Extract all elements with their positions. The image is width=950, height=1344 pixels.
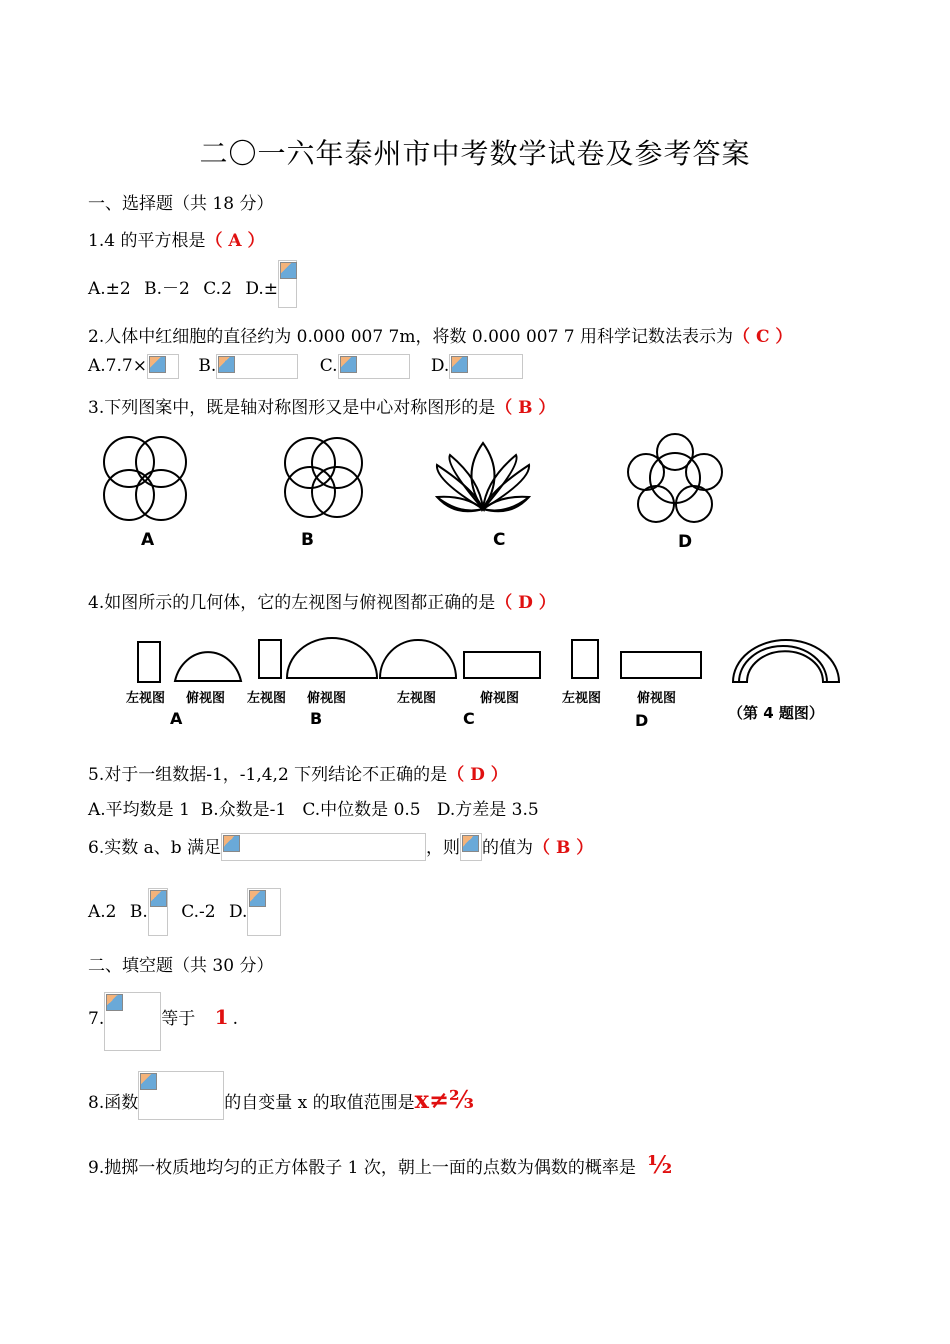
question-4-text: 4.如图所示的几何体，它的左视图与俯视图都正确的是	[88, 593, 496, 613]
pattern-b	[285, 438, 362, 517]
q2-option-d: D.	[430, 356, 450, 376]
question-7-text: 等于	[161, 1009, 196, 1029]
formula-image-placeholder	[148, 888, 168, 936]
question-8	[88, 1071, 474, 1120]
formula-image-placeholder	[247, 888, 281, 936]
q4-label-d: D	[635, 711, 649, 730]
formula-image-placeholder	[104, 992, 161, 1051]
q6-option-d: D.	[229, 902, 248, 922]
q2-option-a: A.7.7×	[88, 356, 147, 376]
page-title: 二〇一六年泰州市中考数学试卷及参考答案	[199, 137, 751, 170]
question-6-text-a: 6.实数 a、b 满足	[88, 838, 222, 858]
question-2-answer: （ C ）	[733, 327, 793, 347]
q6-option-b: B.	[129, 902, 148, 922]
question-6-options	[88, 888, 281, 936]
formula-image-placeholder	[338, 354, 410, 379]
q6-option-a: A.2	[88, 902, 117, 922]
q4-b-left-view-label: 左视图	[247, 691, 287, 706]
question-5-options: A.平均数是 1 B.众数是-1 C.中位数是 0.5 D.方差是 3.5	[88, 800, 539, 820]
question-1-text: 1.4 的平方根是	[88, 231, 206, 251]
q4-d-top-view-label: 俯视图	[637, 691, 677, 706]
question-4-figure	[120, 630, 850, 730]
q4-a-left-view-label: 左视图	[126, 691, 166, 706]
question-4	[88, 588, 556, 613]
question-9	[88, 1150, 672, 1179]
formula-image-placeholder	[278, 260, 297, 308]
question-7-answer: 1	[214, 1005, 229, 1029]
q1-option-c: C.2	[203, 279, 232, 299]
question-5	[88, 760, 508, 785]
question-9-answer: ½	[647, 1150, 673, 1179]
pattern-d	[628, 434, 722, 522]
q4-c-top-view-label: 俯视图	[480, 691, 520, 706]
pattern-a	[104, 437, 186, 520]
q3-label-b: B	[301, 530, 314, 550]
q4-a-top-view-label: 俯视图	[186, 691, 226, 706]
q4-label-b: B	[310, 709, 323, 728]
q2-option-b: B.	[198, 356, 217, 376]
question-2-options	[88, 354, 523, 379]
q4-b-top-view-label: 俯视图	[307, 691, 347, 706]
question-4-answer: （ D ）	[495, 593, 556, 613]
question-7-period: .	[232, 1009, 238, 1029]
section-1-heading: 一、选择题（共 18 分）	[88, 194, 274, 214]
question-1-options	[88, 260, 297, 308]
question-1	[88, 226, 264, 251]
q4-d-left-view-label: 左视图	[562, 691, 602, 706]
q1-option-b: B.－2	[144, 279, 190, 299]
question-8-text-a: 8.函数	[88, 1093, 139, 1113]
question-8-answer: x≠⅔	[414, 1085, 474, 1114]
q1-option-a: A.±2	[88, 279, 131, 299]
question-6-text-c: 的值为	[482, 838, 534, 858]
question-1-answer: （ A ）	[205, 231, 265, 251]
question-6	[88, 833, 593, 861]
question-6-text-b: ，则	[426, 838, 461, 858]
question-3-figure	[95, 425, 755, 555]
question-9-text: 9.抛掷一枚质地均匀的正方体骰子 1 次，朝上一面的点数为偶数的概率是	[88, 1158, 636, 1178]
q4-label-c: C	[463, 709, 475, 728]
formula-image-placeholder	[449, 354, 523, 379]
formula-image-placeholder	[216, 354, 298, 379]
question-7	[88, 992, 238, 1051]
question-5-text: 5.对于一组数据-1，-1,4,2 下列结论不正确的是	[88, 765, 448, 785]
q3-label-c: C	[493, 530, 506, 550]
q4-c-left-view-label: 左视图	[397, 691, 437, 706]
question-5-answer: （ D ）	[447, 765, 508, 785]
q2-option-c: C.	[319, 356, 338, 376]
question-3	[88, 393, 555, 418]
pattern-c	[437, 443, 529, 511]
formula-image-placeholder	[138, 1071, 224, 1120]
formula-image-placeholder	[460, 833, 482, 861]
question-3-text: 3.下列图案中，既是轴对称图形又是中心对称图形的是	[88, 398, 496, 418]
formula-image-placeholder	[147, 354, 179, 379]
q4-figure-caption: （第 4 题图）	[728, 704, 824, 722]
question-2-text: 2.人体中红细胞的直径约为 0.000 007 7m，将数 0.000 007 7 用科学记数法表示为	[88, 327, 734, 347]
question-3-answer: （ B ）	[495, 398, 556, 418]
formula-image-placeholder	[221, 833, 426, 861]
section-2-heading: 二、填空题（共 30 分）	[88, 956, 274, 976]
q6-option-c: C.-2	[181, 902, 216, 922]
q3-label-d: D	[678, 532, 693, 552]
question-7-number: 7.	[88, 1009, 105, 1029]
q4-label-a: A	[170, 709, 183, 728]
q3-label-a: A	[141, 530, 155, 550]
q1-option-d: D.±	[245, 279, 278, 299]
question-8-text-b: 的自变量 x 的取值范围是	[224, 1093, 415, 1113]
question-2	[88, 322, 792, 347]
question-6-answer: （ B ）	[533, 838, 594, 858]
